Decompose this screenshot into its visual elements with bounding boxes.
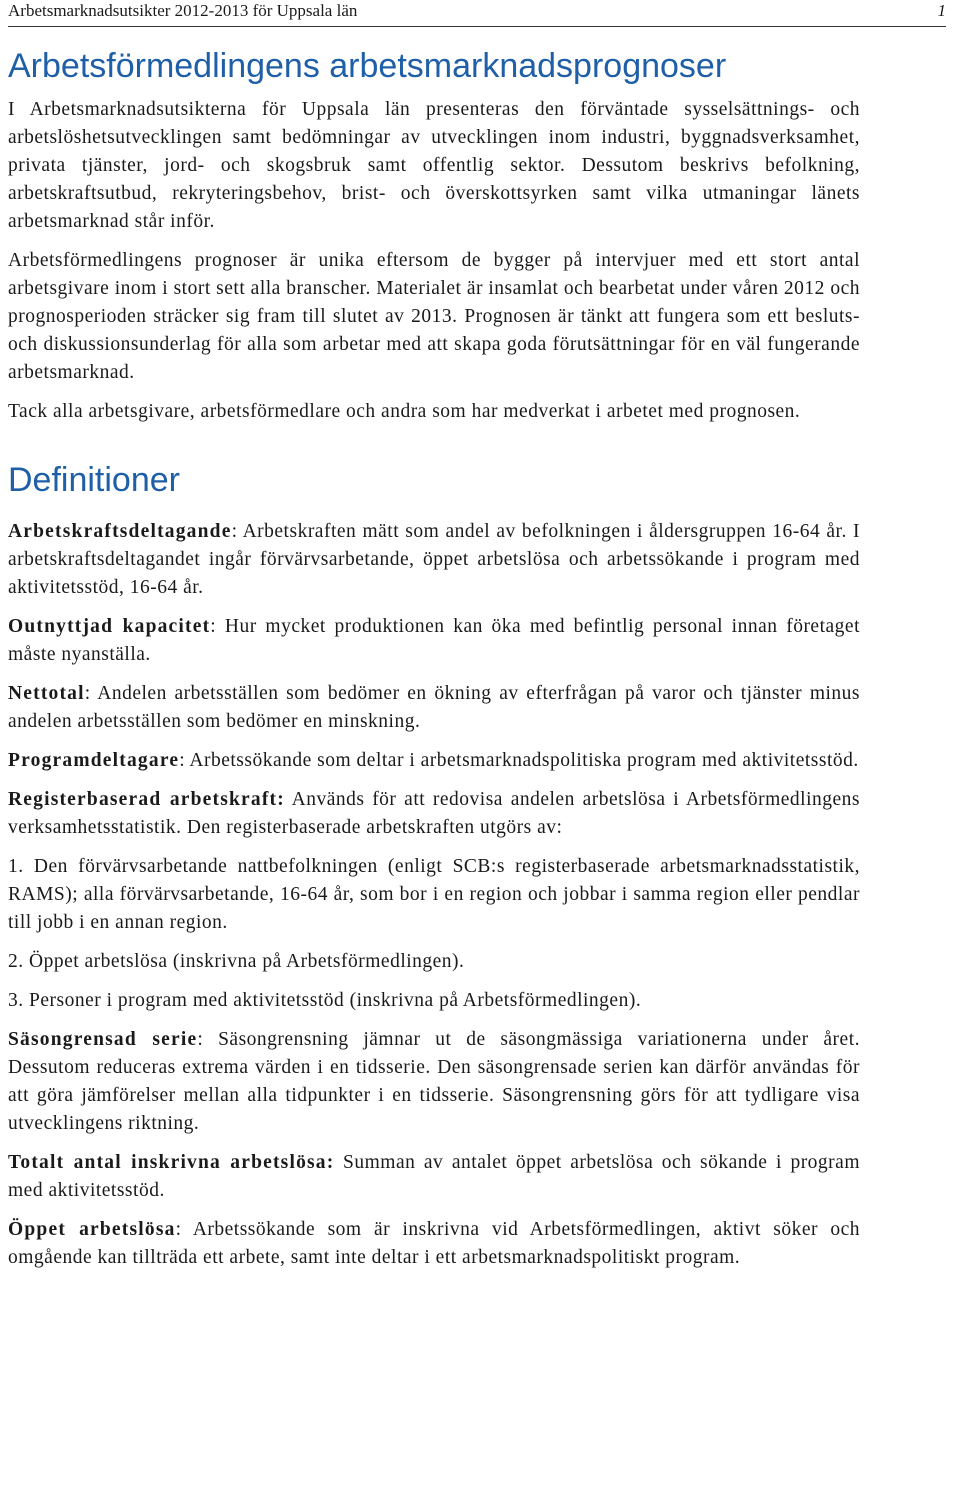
definition-text: Säsongrensning jämnar ut de säsongmässiga variationerna under året. Dessutom reduceras extrema värden i en tidsserie. Den säsongrensade serien kan därför användas för att göra jämförelser mellan alla tidpunkter i en tidsserie. Säsongrensning görs för att tydligare visa utvecklingens riktning. — [8, 1029, 861, 1134]
definition-sasongrensad-serie — [8, 1026, 860, 1138]
running-header — [8, 0, 946, 27]
definition-programdeltagare — [8, 747, 860, 775]
list-item: 1. Den förvärvsarbetande nattbefolkningen (enligt SCB:s registerbaserade arbetsmarknadsstatistik, RAMS); alla förvärvsarbetande, 16-64 år, som bor i en region och jobbar i samma region eller pendlar till jobb i en annan region. — [8, 856, 860, 933]
list-item: 3. Personer i program med aktivitetsstöd (inskrivna på Arbetsförmedlingen). — [8, 990, 642, 1011]
definition-outnyttjad-kapacitet — [8, 613, 860, 669]
definition-separator: : — [210, 616, 225, 637]
definition-arbetskraftsdeltagande — [8, 518, 860, 602]
intro-paragraph-1: I Arbetsmarknadsutsikterna för Uppsala län presenteras den förväntade sysselsättnings- och arbetslöshetsutvecklingen samt bedömningar av utvecklingen inom industri, byggnadsverksamhet, privata tjänster, jord- och skogsbruk samt offentlig sektor. Dessutom beskrivs befolkning, arbetskraftsutbud, rekryteringsbehov, brist- och överskottsyrken samt vilka utmaningar länets arbetsmarknad står inför. — [8, 99, 860, 232]
list-item: 2. Öppet arbetslösa (inskrivna på Arbetsförmedlingen). — [8, 951, 465, 972]
definition-separator — [334, 1152, 343, 1173]
definition-totalt-antal-inskrivna — [8, 1149, 860, 1205]
definition-separator: : — [231, 521, 243, 542]
definition-oppet-arbetslosa — [8, 1216, 860, 1272]
definition-text: Arbetssökande som deltar i arbetsmarknadspolitiska program med aktivitetsstöd. — [189, 750, 859, 771]
definition-text: Arbetskraften mätt som andel av befolkningen i åldersgruppen 16-64 år. I arbetskraftsdeltagandet ingår förvärvsarbetande, öppet arbetslösa och arbetssökande i program med aktivitetsstöd, 16-64 år. — [8, 521, 860, 598]
header-title: Arbetsmarknadsutsikter 2012-2013 för Uppsala län — [8, 1, 358, 20]
definition-term: Programdeltagare — [8, 750, 180, 771]
definition-separator: : — [179, 750, 190, 771]
definition-nettotal — [8, 680, 860, 736]
definition-term: Nettotal — [8, 683, 85, 704]
intro-paragraph-3: Tack alla arbetsgivare, arbetsförmedlare och andra som har medverkat i arbetet med prognosen. — [8, 401, 801, 422]
definition-text: Arbetssökande som är inskrivna vid Arbetsförmedlingen, aktivt söker och omgående kan tillträda ett arbete, samt inte deltar i ett arbetsmarknadspolitiskt program. — [8, 1219, 861, 1268]
page-content — [8, 44, 860, 1283]
page-number: 1 — [937, 1, 946, 20]
definition-separator: : — [84, 683, 98, 704]
definition-term: Registerbaserad arbetskraft: — [8, 789, 285, 810]
page-title: Arbetsförmedlingens arbetsmarknadsprognoser — [8, 47, 727, 85]
intro-paragraph-2: Arbetsförmedlingens prognoser är unika eftersom de bygger på intervjuer med ett stort antal arbetsgivare inom i stort sett alla branscher. Materialet är insamlat och bearbetat under våren 2012 och prognosperioden sträcker sig fram till slutet av 2013. Prognosen är tänkt att fungera som ett besluts- och diskussionsunderlag för alla som arbetar med att skapa goda förutsättningar för en väl fungerande arbetsmarknad. — [8, 250, 860, 383]
definition-registerbaserad-arbetskraft — [8, 786, 860, 842]
definition-text: Hur mycket produktionen kan öka med befintlig personal innan företaget måste nyanställa. — [8, 616, 860, 665]
definition-separator — [285, 789, 292, 810]
definition-term: Arbetskraftsdeltagande — [8, 521, 232, 542]
definition-separator: : — [197, 1029, 219, 1050]
definition-text: Summan av antalet öppet arbetslösa och sökande i program med aktivitetsstöd. — [8, 1152, 860, 1201]
definition-text: Används för att redovisa andelen arbetslösa i Arbetsförmedlingens verksamhetsstatistik. Den registerbaserade arbetskraften utgörs av: — [8, 789, 860, 838]
definition-term: Totalt antal inskrivna arbetslösa: — [8, 1152, 335, 1173]
definitions-heading: Definitioner — [8, 461, 180, 499]
definition-text: Andelen arbetsställen som bedömer en ökning av efterfrågan på varor och tjänster minus andelen arbetsställen som bedömer en minskning. — [8, 683, 860, 732]
definition-term: Outnyttjad kapacitet — [8, 616, 211, 637]
definition-term: Öppet arbetslösa — [8, 1219, 176, 1240]
definition-term: Säsongrensad serie — [8, 1029, 198, 1050]
definition-separator: : — [175, 1219, 193, 1240]
